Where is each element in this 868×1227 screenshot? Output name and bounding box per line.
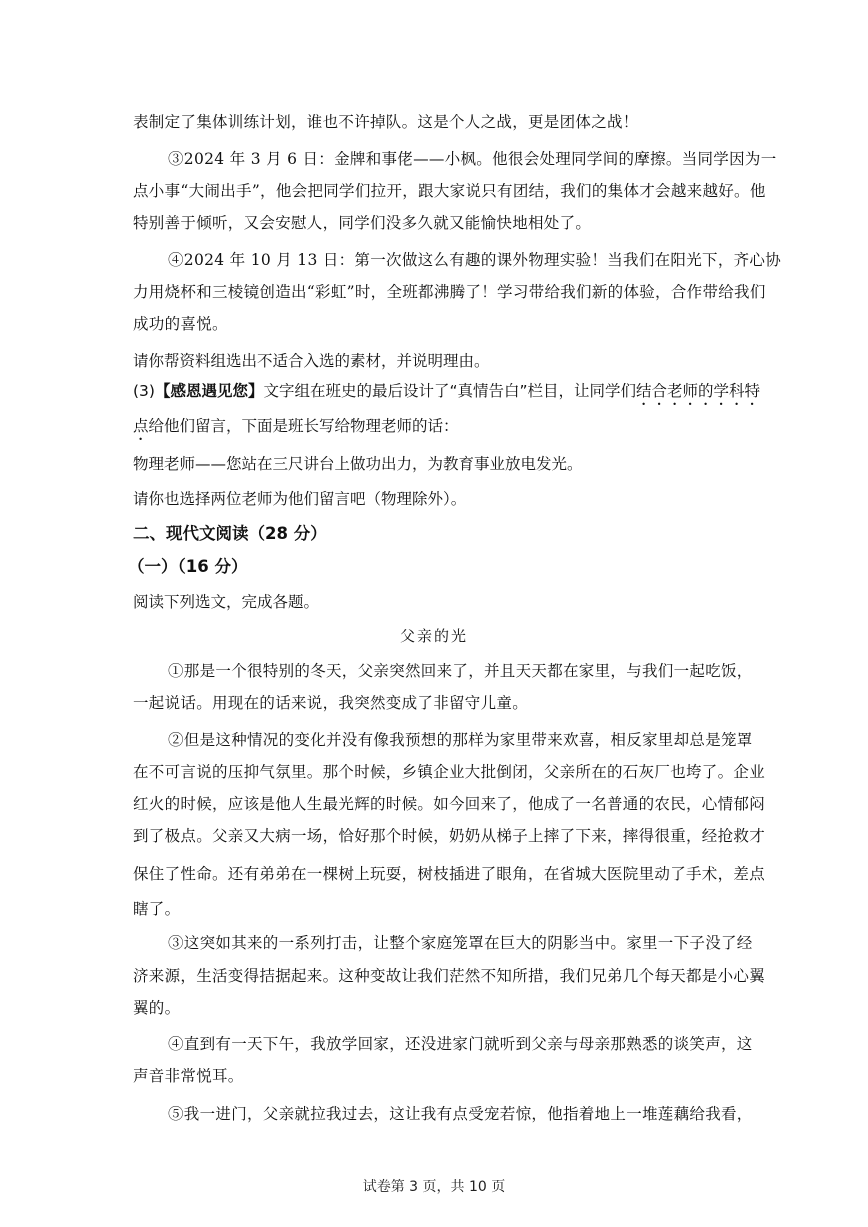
text-line: 表制定了集体训练计划，谁也不许掉队。这是个人之战，更是团体之战！ bbox=[133, 113, 639, 131]
essay-line: ③这突如其来的一系列打击，让整个家庭笼罩在巨大的阴影当中。家里一下子没了经 bbox=[168, 934, 753, 952]
essay-line: 保住了性命。还有弟弟在一棵树上玩耍，树枝插进了眼角，在省城大医院里动了手术，差点 bbox=[133, 865, 766, 883]
essay-line: ⑤我一进门，父亲就拉我过去，这让我有点受宠若惊，他指着地上一堆莲藕给我看， bbox=[168, 1105, 753, 1123]
text-line: 成功的喜悦。 bbox=[133, 315, 228, 333]
question-number: (3) bbox=[133, 382, 155, 400]
emphasized-text: 结合老师的学科特 bbox=[636, 382, 761, 400]
question-prompt: 请你也选择两位老师为他们留言吧（物理除外）。 bbox=[133, 490, 467, 508]
essay-line: 在不可言说的压抑气氛里。那个时候，乡镇企业大批倒闭，父亲所在的石灰厂也垮了。企业 bbox=[133, 763, 766, 781]
essay-line: 声音非常悦耳。 bbox=[133, 1067, 244, 1085]
emphasized-text: 点 bbox=[133, 417, 149, 435]
question-3-line-2 bbox=[133, 414, 748, 444]
essay-title: 父亲的光 bbox=[399, 627, 468, 645]
text-line: ④2024 年 10 月 13 日：第一次做这么有趣的课外物理实验！当我们在阳光下，齐心协 bbox=[168, 251, 782, 269]
essay-line: 瞎了。 bbox=[133, 900, 181, 918]
example-message: 物理老师——您站在三尺讲台上做功出力，为教育事业放电发光。 bbox=[133, 455, 583, 473]
question-prompt: 请你帮资料组选出不适合入选的素材，并说明理由。 bbox=[133, 352, 490, 370]
reading-instruction: 阅读下列选文，完成各题。 bbox=[133, 593, 320, 611]
section-label: 【感恩遇见您】 bbox=[154, 382, 264, 400]
essay-line: 济来源，生活变得拮据起来。这种变故让我们茫然不知所措，我们兄弟几个每天都是小心翼 bbox=[133, 967, 766, 985]
essay-line: ②但是这种情况的变化并没有像我预想的那样为家里带来欢喜，相反家里却总是笼罩 bbox=[168, 731, 753, 749]
essay-line: 红火的时候，应该是他人生最光辉的时候。如今回来了，他成了一名普通的农民，心情郁闷 bbox=[133, 795, 766, 813]
text-line: ③2024 年 3 月 6 日：金牌和事佬——小枫。他很会处理同学间的摩擦。当同学因为一 bbox=[168, 150, 777, 168]
essay-line: ④直到有一天下午，我放学回家，还没进家门就听到父亲与母亲那熟悉的谈笑声，这 bbox=[168, 1035, 753, 1053]
question-3-line bbox=[133, 379, 761, 409]
text-line: 力用烧杯和三棱镜创造出“彩虹”时，全班都沸腾了！学习带给我们新的体验，合作带给我们 bbox=[133, 283, 766, 301]
sub-heading: （一）（16 分） bbox=[128, 557, 248, 576]
essay-line: ①那是一个很特别的冬天，父亲突然回来了，并且天天都在家里，与我们一起吃饭， bbox=[168, 662, 753, 680]
section-heading: 二、现代文阅读（28 分） bbox=[133, 524, 327, 543]
text-line: 特别善于倾听，又会安慰人，同学们没多久就又能愉快地相处了。 bbox=[133, 214, 592, 232]
essay-line: 到了极点。父亲又大病一场，恰好那个时候，奶奶从梯子上摔了下来，摔得很重，经抢救才 bbox=[133, 827, 766, 845]
essay-line: 一起说话。用现在的话来说，我突然变成了非留守儿童。 bbox=[133, 694, 529, 712]
question-text: 文字组在班史的最后设计了“真情告白”栏目，让同学们 bbox=[263, 382, 637, 400]
page-footer: 试卷第 3 页，共 10 页 bbox=[362, 1179, 506, 1195]
question-text: 给他们留言，下面是班长写给物理老师的话： bbox=[148, 417, 459, 435]
text-line: 点小事“大闹出手”，他会把同学们拉开，跟大家说只有团结，我们的集体才会越来越好。他 bbox=[133, 182, 766, 200]
essay-line: 翼的。 bbox=[133, 999, 181, 1017]
